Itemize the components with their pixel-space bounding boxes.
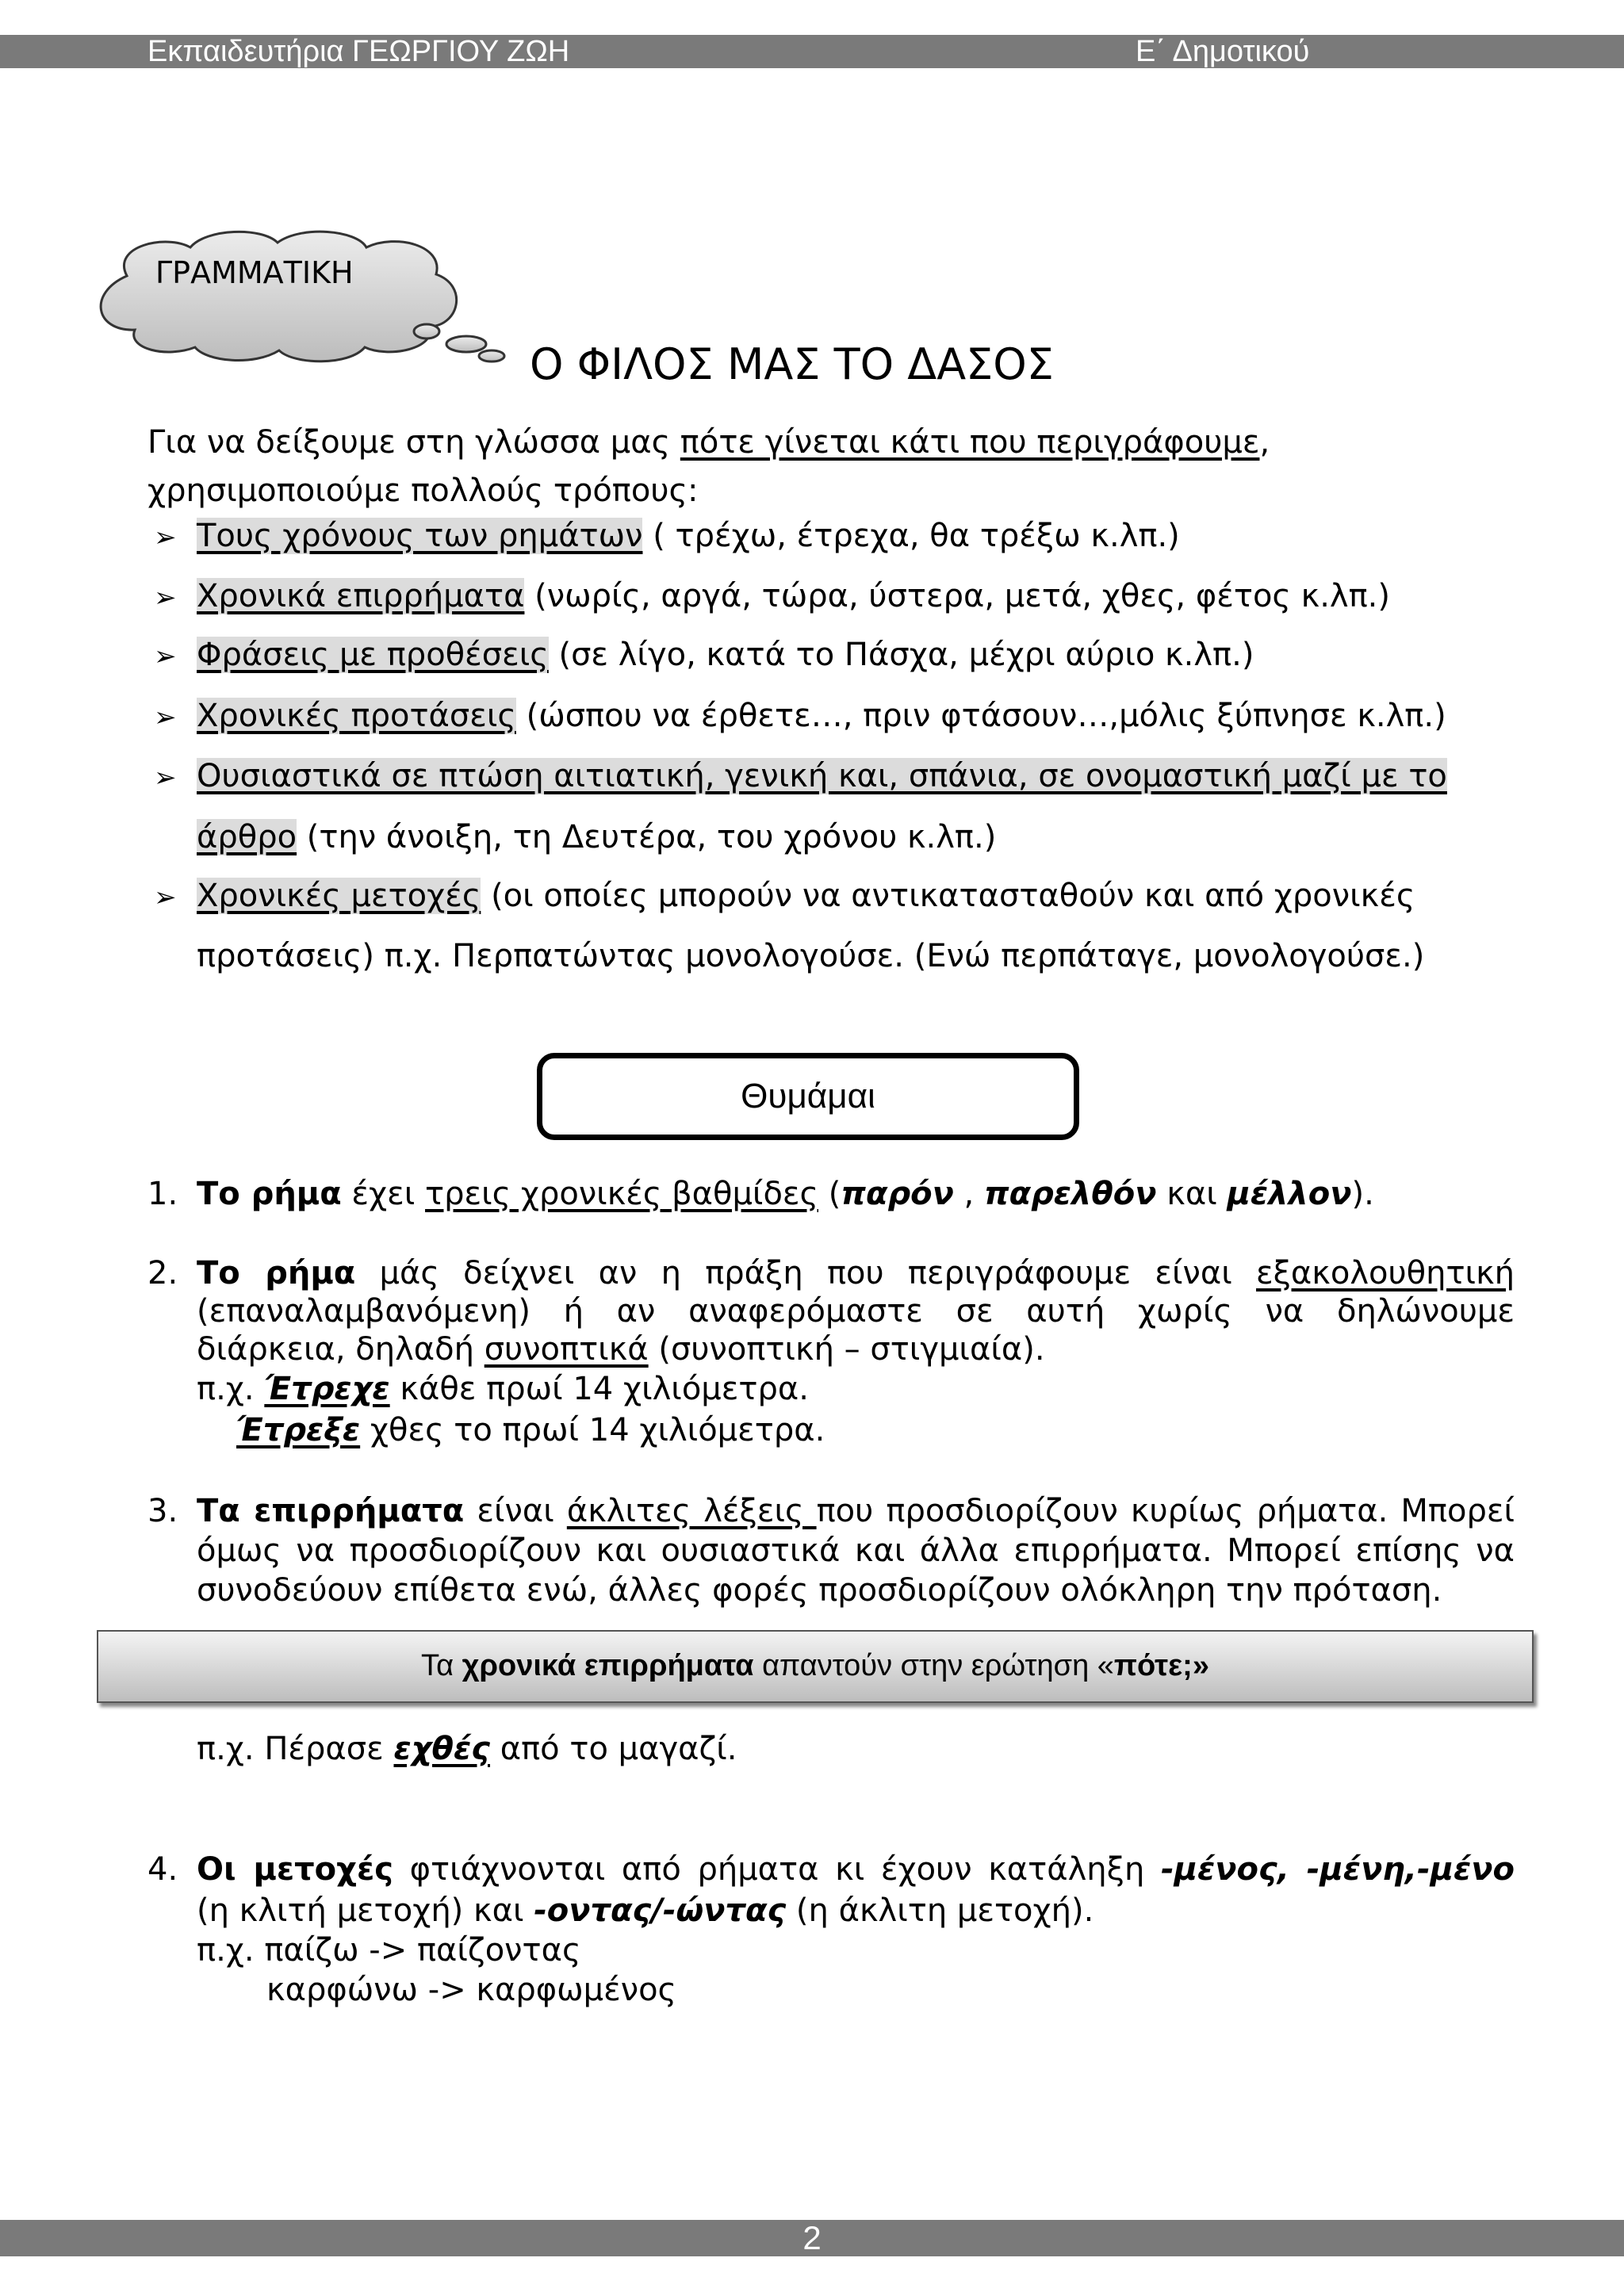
bullet-text: ( τρέχω, έτρεχα, θα τρέξω κ.λπ.)	[642, 518, 1180, 554]
bullet-term: Χρονικά επιρρήματα	[197, 578, 525, 614]
remember-box: Θυμάμαι	[537, 1053, 1079, 1140]
bullet-continuation: προτάσεις) π.χ. Περπατώντας μονολογούσε. (Ενώ περπάταγε, μονολογούσε.)	[197, 938, 1425, 974]
item-number: 3.	[147, 1493, 178, 1529]
bullet-term: Χρονικές μετοχές	[197, 878, 481, 914]
bullet-list-item	[154, 576, 1390, 618]
rule-item-2-line-2: (επαναλαμβανόμενη) ή αν αναφερόμαστε σε αυτή χωρίς να δηλώνουμε	[197, 1293, 1515, 1330]
cloud-shape	[71, 230, 515, 373]
rule-item-4-line-1: Οι μετοχές φτιάχνονται από ρήματα κι έχουν κατάληξη -μένος, -μένη,-μένο	[197, 1851, 1515, 1888]
bullet-list-item	[154, 875, 1415, 918]
bullet-term: Ουσιαστικά σε πτώση αιτιατική, γενική και, σπάνια, σε ονομαστική μαζί με το	[197, 758, 1447, 794]
example-line: Έτρεξε χθες το πρωί 14 χιλιόμετρα.	[236, 1412, 825, 1448]
rule-item-2-line-1: Το ρήμα μάς δείχνει αν η πράξη που περιγράφουμε είναι εξακολουθητική	[197, 1255, 1515, 1292]
bullet-continuation	[197, 817, 996, 858]
bullet-list-item	[154, 695, 1446, 738]
example-line: καρφώνω -> καρφωμένος	[266, 1972, 677, 2008]
info-box: Τα χρονικά επιρρήματα απαντούν στην ερώτηση «πότε;»	[97, 1630, 1534, 1703]
arrow-bullet-icon: ➢	[154, 641, 177, 672]
bullet-text: (την άνοιξη, τη Δευτέρα, του χρόνου κ.λπ.)	[297, 819, 997, 855]
bullet-list-item	[154, 515, 1180, 558]
bullet-list-item	[154, 634, 1254, 677]
intro-comma: ,	[1259, 424, 1270, 461]
arrow-bullet-icon: ➢	[154, 702, 177, 733]
intro-line-1	[147, 422, 1270, 463]
bullet-text: (οι οποίες μπορούν να αντικατασταθούν και από χρονικές	[481, 878, 1415, 914]
rule-item-1: Το ρήμα έχει τρεις χρονικές βαθμίδες (παρόν , παρελθόν και μέλλον).	[197, 1176, 1374, 1212]
school-name: Εκπαιδευτήρια ΓΕΩΡΓΙΟΥ ΖΩΗ	[147, 35, 570, 68]
intro-line-2: χρησιμοποιούμε πολλούς τρόπους:	[147, 473, 699, 509]
example-line: π.χ. παίζω -> παίζοντας	[197, 1932, 581, 1969]
intro-underlined: πότε γίνεται κάτι που περιγράφουμε	[680, 424, 1260, 461]
bullet-text: (νωρίς, αργά, τώρα, ύστερα, μετά, χθες, φέτος κ.λπ.)	[524, 578, 1390, 614]
bullet-term: Φράσεις με προθέσεις	[197, 637, 549, 673]
example-line: π.χ. Έτρεχε κάθε πρωί 14 χιλιόμετρα.	[197, 1371, 809, 1407]
arrow-bullet-icon: ➢	[154, 582, 177, 614]
header-bar	[0, 35, 1624, 68]
bullet-list-item	[154, 756, 1447, 798]
item-number: 4.	[147, 1851, 178, 1888]
rule-item-3-line-2: όμως να προσδιορίζουν και ουσιαστικά και άλλα επιρρήματα. Μπορεί επίσης να	[197, 1533, 1515, 1569]
cloud-label: ΓΡΑΜΜΑΤΙΚΗ	[155, 255, 354, 290]
rule-item-3-line-1: Τα επιρρήματα είναι άκλιτες λέξεις που προσδιορίζουν κυρίως ρήματα. Μπορεί	[197, 1493, 1515, 1529]
bullet-term: άρθρο	[197, 819, 297, 855]
grade-label: Ε΄ Δημοτικού	[1136, 35, 1310, 68]
intro-text: Για να δείξουμε στη γλώσσα μας	[147, 424, 680, 461]
footer-bar	[0, 2220, 1624, 2256]
rule-item-4-line-2: (η κλιτή μετοχή) και -οντας/-ώντας (η άκλιτη μετοχή).	[197, 1892, 1094, 1929]
example-line: π.χ. Πέρασε εχθές από το μαγαζί.	[197, 1731, 737, 1767]
arrow-bullet-icon: ➢	[154, 882, 177, 913]
bullet-term: Τους χρόνους των ρημάτων	[197, 518, 643, 554]
arrow-bullet-icon: ➢	[154, 762, 177, 794]
arrow-bullet-icon: ➢	[154, 522, 177, 553]
page-number: 2	[802, 2219, 822, 2256]
page-title: Ο ΦΙΛΟΣ ΜΑΣ ΤΟ ΔΑΣΟΣ	[530, 339, 1054, 389]
bullet-text: (ώσπου να έρθετε…, πριν φτάσουν…,μόλις ξύπνησε κ.λπ.)	[515, 698, 1446, 734]
item-number: 2.	[147, 1255, 178, 1292]
bullet-term: Χρονικές προτάσεις	[197, 698, 516, 734]
bullet-text: (σε λίγο, κατά το Πάσχα, μέχρι αύριο κ.λπ.)	[548, 637, 1254, 673]
rule-item-3-line-3: συνοδεύουν επίθετα ενώ, άλλες φορές προσδιορίζουν ολόκληρη την πρόταση.	[197, 1572, 1442, 1609]
rule-item-2-line-3: διάρκεια, δηλαδή συνοπτικά (συνοπτική – στιγμιαία).	[197, 1331, 1045, 1368]
item-number: 1.	[147, 1176, 178, 1212]
